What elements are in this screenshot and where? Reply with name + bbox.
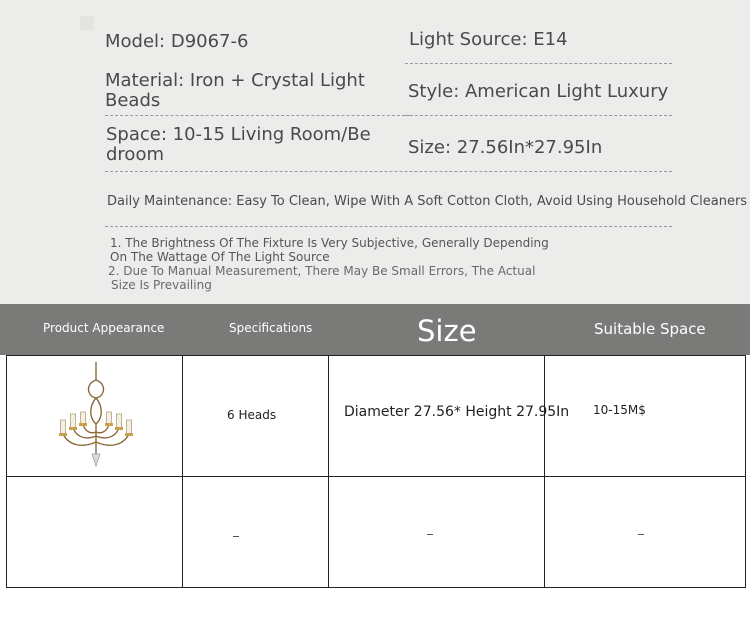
- cell-size-empty: [329, 477, 545, 588]
- header-size: Size: [417, 314, 477, 348]
- divider: [405, 115, 672, 116]
- spec-space-line2: droom: [106, 144, 164, 165]
- row-size: Diameter 27.56* Height 27.95In: [344, 404, 570, 420]
- spec-size: Size: 27.56In*27.95In: [408, 137, 603, 158]
- row-space: 10-15M$: [593, 403, 646, 417]
- header-suitable-space: Suitable Space: [594, 320, 706, 338]
- divider: [105, 171, 672, 172]
- table-row: [7, 477, 746, 588]
- note-2-line1: 2. Due To Manual Measurement, There May Be Small Errors, The Actual: [108, 264, 536, 278]
- spec-material-line1: Material: Iron + Crystal Light: [105, 70, 365, 91]
- spec-light-source: Light Source: E14: [409, 29, 568, 50]
- note-1-line1: 1. The Brightness Of The Fixture Is Very Subjective, Generally Depending: [110, 236, 549, 250]
- corner-mark: [80, 16, 94, 30]
- spec-space-line1: Space: 10-15 Living Room/Be: [106, 124, 371, 145]
- note-2-line2: Size Is Prevailing: [111, 278, 212, 292]
- table-header-band: [0, 304, 750, 355]
- cell-space-empty: [545, 477, 746, 588]
- chandelier-icon: [53, 362, 139, 472]
- cell-specifications: [183, 356, 329, 477]
- spec-table: [6, 355, 746, 588]
- spec-style: Style: American Light Luxury: [408, 81, 669, 102]
- cell-size: [329, 356, 570, 477]
- placeholder-dash: [638, 534, 644, 535]
- cell-product-image-empty: [7, 477, 183, 588]
- placeholder-dash: [427, 534, 433, 535]
- note-1-line2: On The Wattage Of The Light Source: [110, 250, 330, 264]
- spec-material-line2: Beads: [105, 90, 161, 111]
- spec-model: Model: D9067-6: [105, 31, 249, 52]
- divider: [105, 226, 672, 227]
- divider: [105, 115, 410, 116]
- spec-panel: [0, 0, 750, 304]
- row-specifications: 6 Heads: [227, 408, 277, 422]
- cell-suitable-space: [545, 356, 746, 477]
- cell-product-image: [7, 356, 183, 477]
- header-specifications: Specifications: [229, 321, 313, 335]
- header-product-appearance: Product Appearance: [43, 321, 165, 335]
- table-row: [7, 356, 746, 477]
- maintenance-text: Daily Maintenance: Easy To Clean, Wipe With A Soft Cotton Cloth, Avoid Using Household Cleaners: [107, 194, 748, 209]
- divider: [405, 63, 672, 64]
- placeholder-dash: [233, 536, 239, 537]
- cell-specifications-empty: [183, 477, 329, 588]
